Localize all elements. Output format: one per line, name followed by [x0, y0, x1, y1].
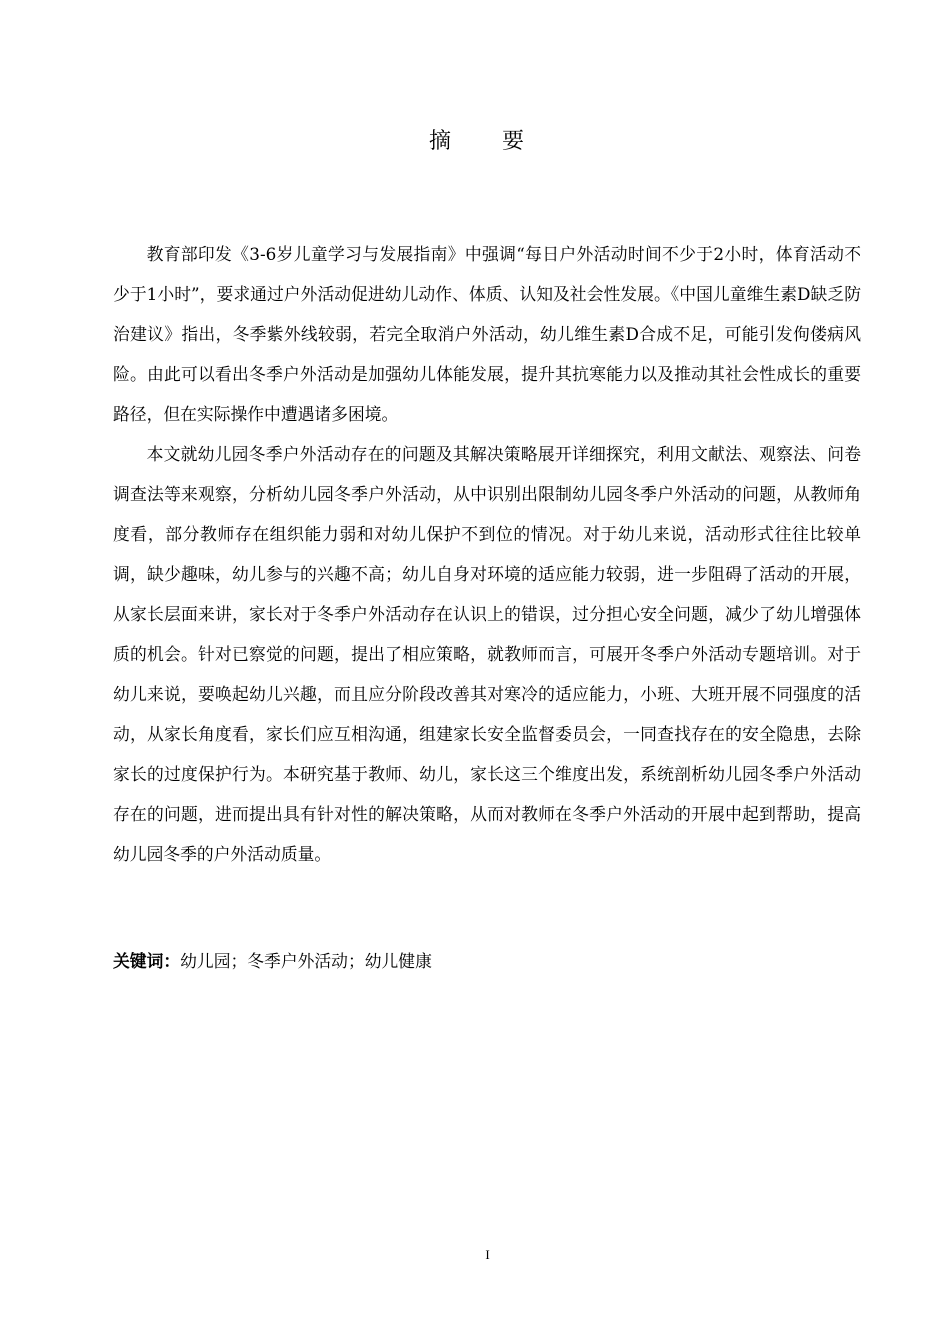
abstract-paragraph-1: 教育部印发《3-6岁儿童学习与发展指南》中强调“每日户外活动时间不少于2小时，体育活动不少于1小时”，要求通过户外活动促进幼儿动作、体质、认知及社会性发展。《中国儿童维生素D缺乏防治建议》指出，冬季紫外线较弱，若完全取消户外活动，幼儿维生素D合成不足，可能引发佝偻病风险。由此可以看出冬季户外活动是加强幼儿体能发展，提升其抗寒能力以及推动其社会性成长的重要路径，但在实际操作中遭遇诸多困境。	[113, 244, 861, 424]
page-number: I	[485, 1247, 490, 1262]
abstract-paragraph-2: 本文就幼儿园冬季户外活动存在的问题及其解决策略展开详细探究，利用文献法、观察法、问卷调查法等来观察，分析幼儿园冬季户外活动，从中识别出限制幼儿园冬季户外活动的问题，从教师角度看，部分教师存在组织能力弱和对幼儿保护不到位的情况。对于幼儿来说，活动形式往往比较单调，缺少趣味，幼儿参与的兴趣不高；幼儿自身对环境的适应能力较弱，进一步阻碍了活动的开展，从家长层面来讲，家长对于冬季户外活动存在认识上的错误，过分担心安全问题，减少了幼儿增强体质的机会。针对已察觉的问题，提出了相应策略，就教师而言，可展开冬季户外活动专题培训。对于幼儿来说，要唤起幼儿兴趣，而且应分阶段改善其对寒冷的适应能力，小班、大班开展不同强度的活动，从家长角度看，家长们应互相沟通，组建家长安全监督委员会，一同查找存在的安全隐患，去除家长的过度保护行为。本研究基于教师、幼儿，家长这三个维度出发，系统剖析幼儿园冬季户外活动存在的问题，进而提出具有针对性的解决策略，从而对教师在冬季户外活动的开展中起到帮助，提高幼儿园冬季的户外活动质量。	[113, 444, 861, 864]
keywords-text: 幼儿园；冬季户外活动；幼儿健康	[180, 951, 432, 971]
abstract-title: 摘 要	[429, 129, 546, 154]
keywords-line	[113, 946, 861, 976]
keywords-label: 关键词：	[113, 951, 181, 971]
abstract-body	[113, 234, 861, 874]
